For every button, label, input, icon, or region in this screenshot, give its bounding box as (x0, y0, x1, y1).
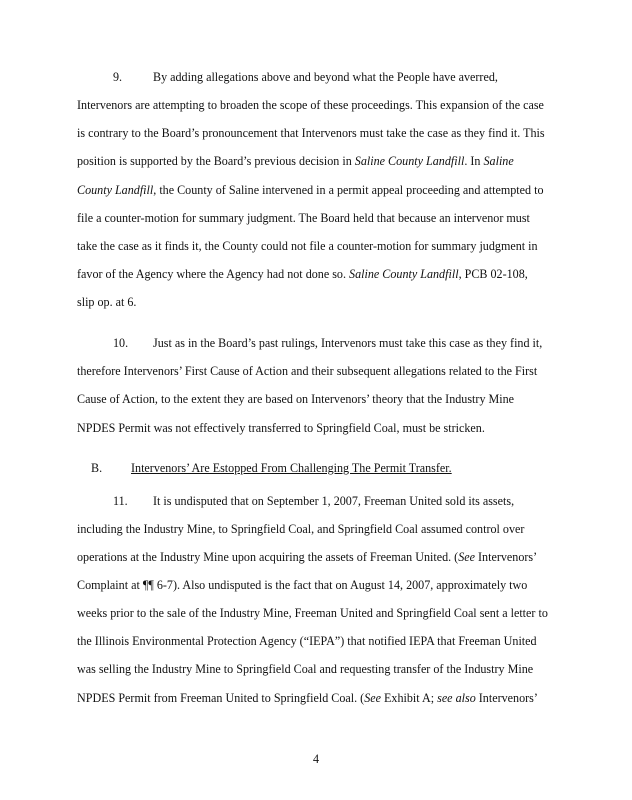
italic-citation: see also (437, 691, 476, 705)
paragraph-11-line: was selling the Industry Mine to Springfield Coal and requesting transfer of the Industry Mine (77, 662, 534, 676)
paragraph-10-line: Cause of Action, to the extent they are based on Intervenors’ theory that the Industry Mine (77, 392, 515, 406)
paragraph-11-line: operations at the Industry Mine upon acquiring the assets of Freeman United. (See Intervenors’ (77, 550, 538, 564)
italic-citation: See (458, 550, 475, 564)
italic-citation: See (364, 691, 381, 705)
paragraph-10-line: therefore Intervenors’ First Cause of Action and their subsequent allegations related to the First (77, 364, 538, 378)
paragraph-9-line: favor of the Agency where the Agency had not done so. Saline County Landfill, PCB 02-108, (77, 267, 528, 281)
paragraph-11-line: weeks prior to the sale of the Industry Mine, Freeman United and Springfield Coal sent a letter to (77, 606, 548, 620)
paragraph-11-line: NPDES Permit from Freeman United to Springfield Coal. (See Exhibit A; see also Intervenors’ (77, 691, 538, 705)
paragraph-11-line: the Illinois Environmental Protection Agency (“IEPA”) that notified IEPA that Freeman United (77, 634, 537, 648)
paragraph-10-line: NPDES Permit was not effectively transferred to Springfield Coal, must be stricken. (77, 421, 485, 435)
paragraph-10-line: Just as in the Board’s past rulings, Intervenors must take this case as they find it, (153, 336, 543, 350)
italic-citation: Saline (483, 154, 514, 168)
paragraph-9-number: 9. (113, 70, 123, 84)
paragraph-9-line: take the case as it finds it, the County could not file a counter-motion for summary judgment in (77, 239, 538, 253)
page-number: 4 (312, 752, 320, 766)
paragraph-9-line: is contrary to the Board’s pronouncement that Intervenors must take the case as they find it. This (77, 126, 545, 140)
paragraph-11-number: 11. (113, 494, 128, 508)
italic-citation: Saline County Landfill (354, 154, 465, 168)
paragraph-11-line: It is undisputed that on September 1, 2007, Freeman United sold its assets, (153, 494, 515, 508)
paragraph-9-line: By adding allegations above and beyond what the People have averred, (153, 70, 498, 84)
paragraph-11-line: including the Industry Mine, to Springfield Coal, and Springfield Coal assumed control over (77, 522, 525, 536)
italic-citation: County Landfill (77, 183, 154, 197)
paragraph-10-number: 10. (113, 336, 129, 350)
paragraph-9-line: Intervenors are attempting to broaden the scope of these proceedings. This expansion of the case (77, 98, 544, 112)
paragraph-9-line: position is supported by the Board’s previous decision in Saline County Landfill. In Saline (77, 154, 514, 168)
paragraph-9-line: County Landfill, the County of Saline intervened in a permit appeal proceeding and attempted to (77, 183, 544, 197)
paragraph-9-line: slip op. at 6. (77, 295, 137, 309)
paragraph-9-line: file a counter-motion for summary judgment. The Board held that because an intervenor must (77, 211, 530, 225)
section-heading: Intervenors’ Are Estopped From Challenging The Permit Transfer. (131, 461, 452, 475)
paragraph-11-line: Complaint at ¶¶ 6-7). Also undisputed is the fact that on August 14, 2007, approximately two (77, 578, 528, 592)
section-letter: B. (91, 461, 103, 475)
italic-citation: Saline County Landfill (349, 267, 459, 281)
